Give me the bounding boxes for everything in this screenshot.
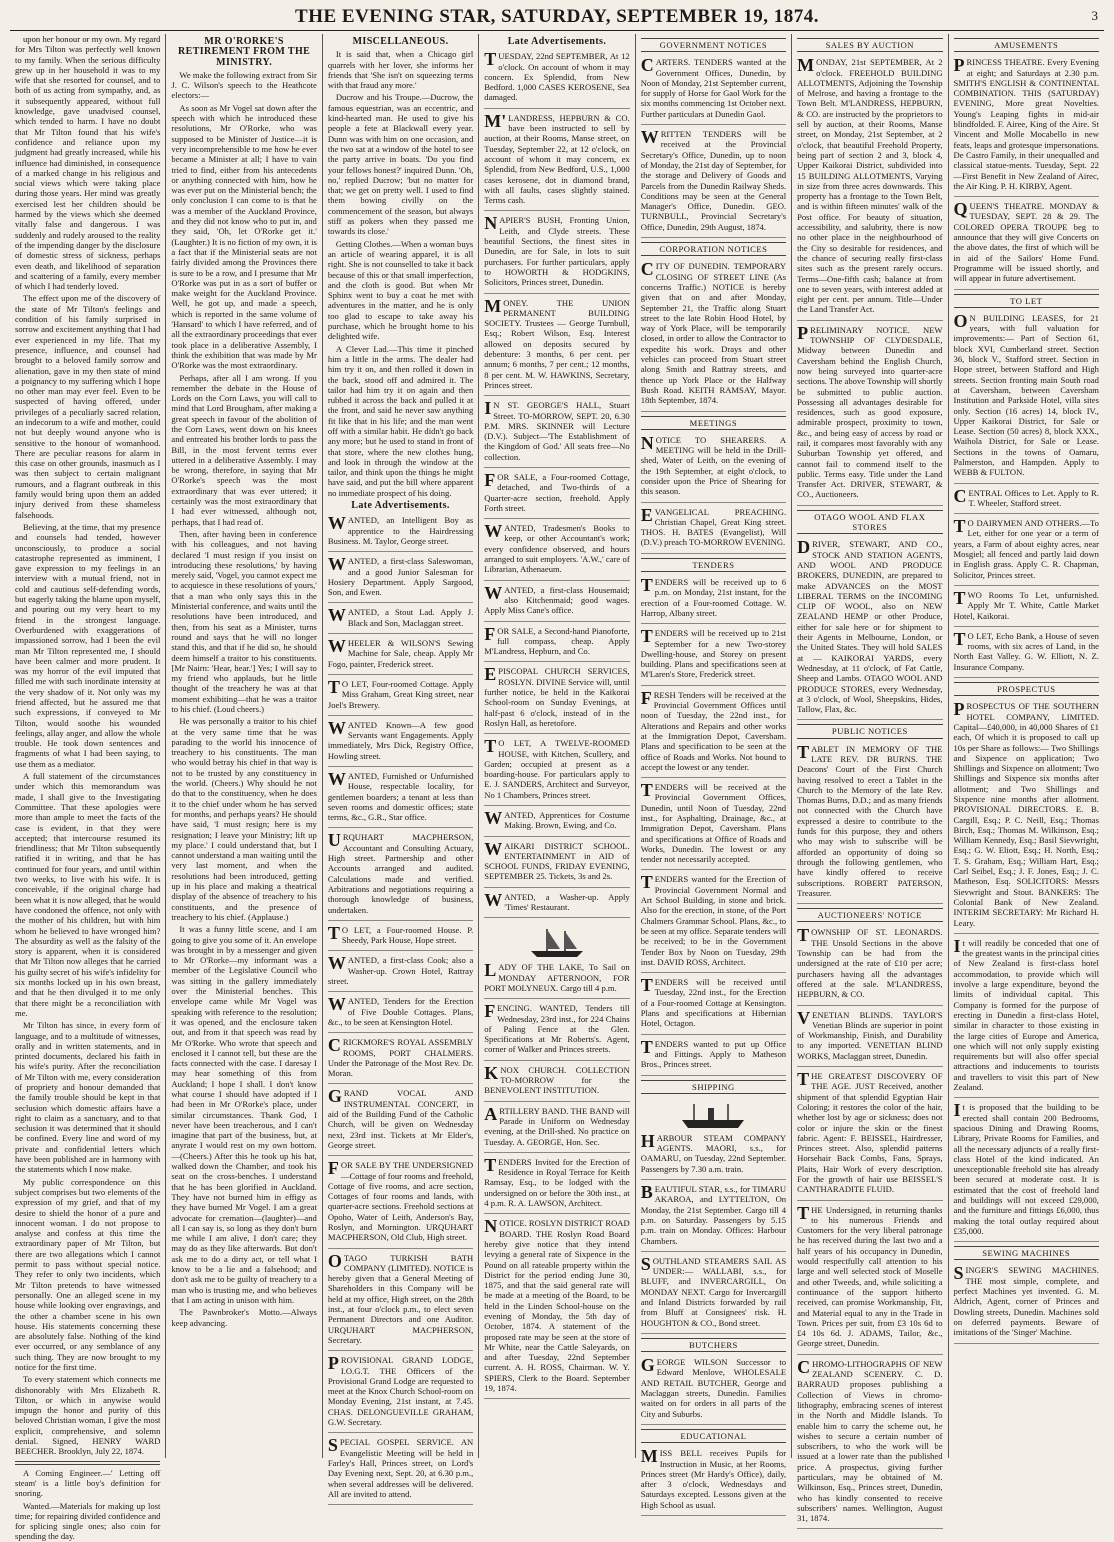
ad-text: CHROMO-LITHOGRAPHS OF NEW ZEALAND SCENERY. C. D. BARRAUD proposes publishing a Collection of Views in chromo-lithography, embracing scenes of interest in the North and Middle Islands. To enable him to carry the scheme out, he wishes to secure a certain number of subscribers, to who the work will be issued at a lower rate than the published price. A prospectus, giving further particulars, may be obtained of M. Wilkinson, Esq., Princes street, Dunedin, who has kindly consented to receive subscribers' names. Wellington, August 31, 1874. [797, 1356, 943, 1524]
advertisement [484, 1216, 629, 1399]
ad-text: SOUTHLAND STEAMERS SAIL AS UNDER:— WALLABI, s.s., for BLUFF, and INVERCARGILL, On MONDAY NEXT. Cargo for Invercargill and Inland Districts forwarded by rail from Bluff at Consignees' risk. H. HOUGHTON & CO., Bond street. [640, 1253, 787, 1328]
ad-text: OTAGO TURKISH BATH COMPANY (LIMITED). NOTICE is hereby given that a General Meeting of Shareholders in this Company will be held at my office, High street, on the 28th inst., at four o'clock p.m., to elect seven Permanent Directors and one Auditor. URQUHART MACPHERSON, Secretary. [327, 1250, 474, 1345]
article-paragraph: My public correspondence on this subject comprises but two elements of the expression of my grief, and that of my desire to shield the honor of a pure and innocent woman. I do not propose to analyse and confess at this time the extraordinary paper of Mr Tilton, but there are two allegations which I cannot permit to pass without special notice. They refer to only two incidents, which Mr Tilton pretends to have witnessed personally. One an alleged scene in my house while looking over engravings, and the other a chamber scene in his own house. His statements concerning these are absolutely false. Nothing of the kind ever occurred, or any semblance of any such thing. They are now brought to my notice for the first time. [15, 1176, 161, 1372]
advertisement [328, 953, 473, 992]
advertisement [954, 588, 1099, 627]
ad-text: ON BUILDING LEASES, for 21 years, with full valuation for improvements:— Part of Section 61, block XVI, Cumberland street. Section 36, block V., Stafford street. Section in Hope street, between Stafford and High streets. Section fronting main South road at Caversham, between Caversham Institution and Parkside Hotel, villa sites only. Section (16 acres) 14, block IV., Upper Kaikorai District, for Sale or Lease. Section (50 acres) 8, block XXX., Waihola District, for Sale or Lease. Sections in the towns of Oamaru, Palmerston, and Hampden. Apply to WEBB & FULTON. [953, 310, 1099, 478]
ad-text: WANTED, Apprentices for Costume Making. Brown, Ewing, and Co. [484, 808, 630, 831]
advertisement [954, 699, 1099, 934]
ad-text: PROVISIONAL GRAND LODGE, I.O.G.T. THE Officers of the Provisional Grand Lodge are requested to meet at the Knox Church School-room on Monday Evening, 21st instant, at 7.45. CHAS. DELONGUEVILLE GRAHAM, G.W. Secretary. [327, 1353, 474, 1428]
advertisement [328, 923, 473, 952]
section-heading: SALES BY AUCTION [797, 38, 942, 52]
column-6 [792, 34, 948, 1524]
ad-text: MISS BELL receives Pupils for Instruction in Music, at her Rooms, Princes street (Mr Hardy's Office), daily, after 3 o'clock, Wednesdays and Saturdays excepted. Lessons given at the High School as usual. [640, 1446, 787, 1510]
advertisement [641, 1355, 786, 1425]
advertisement [328, 1086, 473, 1156]
section-heading: SHIPPING [641, 1080, 786, 1094]
column-5 [636, 34, 792, 1510]
article-paragraph: To every statement which connects me dishonorably with Mrs Elizabeth R. Tilton, or which in anywise would impugn the honor and purity of this beloved Christian woman, I give the most explicit, comprehensive, and solemn denial. Signed, HENRY WARD BEECHER. Brooklyn, July 22, 1874. [15, 1374, 161, 1457]
advertisement [328, 769, 473, 828]
ad-text: IN ST. GEORGE'S HALL, Stuart Street. TO-MORROW, SEPT. 20, 6.30 P.M. MRS. SKINNER will Lecture (D.V.). Subject—'The Establishment of the Kingdom of God.' All seats free—No collection. [484, 398, 630, 462]
advertisement [328, 1353, 473, 1433]
advertisement [484, 736, 629, 806]
advertisement [328, 636, 473, 675]
advertisement [954, 1100, 1099, 1242]
ad-text: FRESH Tenders will be received at the Provincial Government Offices until noon of Tuesday, the 22nd inst., for Alterations and Repairs and other works at the Immigration Depot, Caversham. Plans and specification to be seen at the office of Roads and Works. Not bound to accept the lowest or any tender. [640, 687, 787, 772]
advertisement [797, 537, 942, 720]
article-paragraph: It was a funny little scene, and I am going to give you some of it. An envelope was brought in by a messenger and given to Mr O'Rorke—my informant was a member of the Legislative Council who was sitting in the gallery immediately over the Ministerial benches. This envelope came while Mr Vogel was speaking with reference to the resolution; it was opened, and the enclosure taken out, and from it that speech was read by Mr O'Rorke. Who wrote that speech and enclosed it I cannot tell, but these are the facts connected with the case. I daresay I may hear something of this from Auckland; I hope I shall. I don't know what course I should have adopted if I had been in Mr O'Rorke's place, under similar circumstances. Thank God, I never have been treacherous, and I can't imagine that part of the business, but, at anyrate I would rest on my own bottom.—(Cheers.) After this he took up his hat, walked down the Chamber, and took his seat on the cross-benches. I understand that he has been glorified in Auckland. They have not burned him in effigy as they have burned Mr Vogel. I am a great advocate for cremation—(laughter)—and all I can say is, so long as they don't burn me while I am alive, I don't care; they may do as they like afterwards. But don't ask me to do a dirty act, or tell what I know to be a lie and a falsehood; and don't ask me to be guilty of treachery to a man who is trusting me, and who believes that I am acting in unison with him. [171, 924, 317, 1305]
masthead: THE EVENING STAR, SATURDAY, SEPTEMBER 19, 1874. [295, 6, 819, 27]
advertisement [641, 55, 786, 125]
column-2 [166, 34, 322, 1458]
advertisement [328, 830, 473, 920]
article-paragraph: He was personally a traitor to his chief at the very same time that he was parading to the world his innocence of treachery to his constituents. The man who would betray his chief in that way is not to be trusted by any constituency in the world. (Cheers.) Why should he not do that to the constituency, when he does it to the chief under whom he has served for months, and perhaps years? He should have said, 'I must resign; here is my resignation; I leave your Ministry; lift up my place.' I could understand that, but I cannot understand a man waiting until the very last moment, and when the resolutions had been introduced, getting up in his place and making a theatrical display of the absence of treachery to his constituents, and the presence of treachery to his chief. (Applause.) [171, 716, 317, 922]
advertisement [797, 1357, 942, 1530]
advertisement [484, 920, 629, 999]
advertisement [641, 505, 786, 554]
column-3 [323, 34, 479, 1499]
ad-text: THE Undersigned, in returning thanks to his numerous Friends and Customers for the very liberal patronage he has received during the last two and a half years of his occupancy in Dunedin, would respectfully call attention to his large and well selected stock of Moselle and other Tweeds, and, while soliciting a continuance of the support hitherto received, can promise Workmanship, Fit, and Material equal to any in the Trade in Town. Prices per suit, from £3 10s 6d to £4 10s 6d. J. ADAMS, Tailor, &c., George street, Dunedin. [797, 1202, 943, 1349]
advertisement [641, 780, 786, 870]
misc-paragraph: It is said that, when a Chicago girl quarrels with her lover, she informs her friends that 'She isn't on squeezing terms with that fraud any more.' [327, 49, 474, 91]
ad-text: PRELIMINARY NOTICE. NEW TOWNSHIP OF CLYDESDALE, Midway between Dunedin and Caversham behind the English Church, now being surveyed into quarter-acre sections. The above Township will shortly be submitted to public auction. Possessing all advantages desirable for residences, such as good exposure, admirable prospect, proximity to town, &c., and being easy of access by road or rail, it compares most favorably with any Suburban Township yet offered, and cannot fail to commend itself to the public. Terms easy. Title under the Land Transfer Act. DRIVER, STEWART, & CO., Auctioneers. [797, 322, 943, 500]
ad-text: FOR SALE, a Four-roomed Cottage, detached, and Two-thirds of a Quarter-acre section, freehold. Apply Forth street. [484, 469, 630, 513]
divider-rule [15, 1461, 160, 1465]
ad-text: CARTERS. TENDERS wanted at the Government Offices, Dunedin, by Noon of Monday, 21st September current, for supply of Horse for Gaol Work for the six months commencing 1st October next. Further particulars at Dunedin Gaol. [640, 55, 787, 119]
advertisement [641, 433, 786, 503]
ad-text: VENETIAN BLINDS. TAYLOR'S Venetian Blinds are superior in point of Workmanship, Finish, and Durability to any imported. VENETIAN BLIND WORKS, Maclaggan street, Dunedin. [797, 1007, 943, 1061]
advertisement [328, 1435, 473, 1505]
advertisement [484, 664, 629, 734]
ad-text: FOR SALE BY THE UNDERSIGNED—Cottage of four rooms and freehold, Cottage of five rooms, and acre section, Cottages of four rooms and lands, with quarter-acre sections. Freehold sections at Opoho, Water of Leith, Anderson's Bay, Roslyn, and Mornington. URQUHART MACPHERSON, Old Club, High street. [327, 1158, 474, 1243]
column-7 [949, 34, 1104, 1458]
advertisement [484, 521, 629, 580]
ad-text: TWO Rooms To Let, unfurnished. Apply Mr T. White, Cattle Market Hotel, Kaikorai. [953, 587, 1099, 621]
advertisement [954, 55, 1099, 197]
advertisement [954, 936, 1099, 1098]
advertisement [484, 1104, 629, 1153]
ad-text: EVANGELICAL PREACHING. Christian Chapel, Great King street. THOS. H. BATES (Evangelist), Will (D.V.) preach TO-MORROW EVENING. [640, 504, 787, 548]
section-heading: MISCELLANEOUS. [352, 36, 449, 47]
ad-text: TOWNSHIP OF ST. LEONARDS. THE Unsold Sections in the above Township can be had from the undersigned at the rate of £10 per acre; purchasers having all the advantages offered at the sale. M'LANDRESS, HEPBURN, & CO. [797, 925, 943, 1000]
section-heading: AMUSEMENTS [954, 38, 1099, 52]
ad-text: WANTED, an Intelligent Boy as apprentice to the Hairdressing Business. M. Taylor, George street. [327, 513, 474, 546]
ad-text: TO LET, Echo Bank, a House of seven rooms, with six acres of Land, in the North East Valley. G. W. Elliott, N. Z. Insurance Company. [953, 628, 1099, 672]
ad-text: NOTICE. ROSLYN DISTRICT ROAD BOARD. THE Roslyn Road Board hereby give notice that they intend levying a general rate of Sixpence in the Pound on all rateable property within the District for the period ending June 30, 1875, and that the said general rate will be made at a meeting of the Board, to be held in the Linden School-house on the evening of Monday, the 5th day of October, 1874. A statement of the proposed rate may be seen at the store of Mr White, near the Cattle Saleyards, on and after Tuesday, 22nd September current. A. H. ROSS, Chairman. W. Y. SPIERS, Clerk to the Board. September 19, 1874. [484, 1216, 630, 1394]
advertisement [641, 975, 786, 1034]
advertisement [797, 1203, 942, 1355]
ad-text: TO LET, Four-roomed Cottage. Apply Miss Graham, Great King street, near Joel's Brewery. [327, 676, 474, 710]
advertisement [641, 872, 786, 973]
ad-text: DRIVER, STEWART, AND CO., STOCK AND STATION AGENTS, AND WOOL AND PRODUCE BROKERS, DUNEDIN, are prepared to make ADVANCES on the MOST LIBERAL TERMS on the INCOMING CLIP OF WOOL, also on NEW ZEALAND HEMP or other Produce, either for sale here or for shipment to their Agents in Melbourne, London, or the United States. They will hold SALES at — KAIKORAI YARDS, every Wednesday, at 11 o'clock, of Fat Cattle, Sheep and Lambs. OTAGO WOOL AND PRODUCE STORES, every Wednesday, at 3 o'clock, of Wool, Sheepskins, Hides, Tallow, Flax, &c. [797, 537, 943, 715]
ad-text: EPISCOPAL CHURCH SERVICES, ROSLYN. DIVINE Service will, until further notice, be held in the Kaikorai School-room on Sunday Evenings, at half-past 6 o'clock, instead of in the Roslyn Hall, as heretofore. [484, 664, 630, 728]
ad-text: BEAUTIFUL STAR, s.s., for TIMARU AKAROA, and LYTTELTON, On Monday, the 21st September. Cargo till 4 p.m. on Saturday. Passengers by 5.15 p.m. train on Monday. Offices: Harbour Chambers. [640, 1182, 787, 1246]
advertisement [484, 839, 629, 888]
section-heading: CORPORATION NOTICES [641, 242, 786, 256]
section-heading: BUTCHERS [641, 1338, 786, 1352]
ad-text: TENDERS will be received up to 21st September for a new Two-storey Dwelling-house, and Storey on present building. Plans and specifications seen at M'Laren's Store, Frederick street. [640, 626, 787, 680]
section-heading: Late Advertisements. [351, 500, 450, 512]
closing-note: The Pawnbroker's Motto.—Always keep advancing. [171, 1307, 317, 1328]
ad-text: WHEELER & WILSON'S Sewing Machine for Sale, cheap. Apply Mr Fogo, painter, Frederick street. [327, 636, 474, 669]
section-heading: AUCTIONEERS' NOTICE [797, 908, 942, 922]
ad-text: WAIKARI DISTRICT SCHOOL. ENTERTAINMENT in AID of SCHOOL FUNDS, FRIDAY EVENING, SEPTEMBER 25. Tickets, 3s and 2s. [484, 838, 630, 882]
ad-text: URQUHART MACPHERSON, Accountant and Consulting Actuary, High street. Partnership and other Accounts arranged and audited. Calculations made and verified. Arbitrations and negotiations requiring a thorough knowledge of business, undertaken. [327, 830, 474, 915]
advertisement [484, 1063, 629, 1102]
ad-text: TENDERS Invited for the Erection of Residence in Royal Terrace for Keith Ramsay, Esq., to be lodged with the undersigned on or before the 30th inst., at 4 p.m. R. A. LAWSON, Architect. [484, 1154, 630, 1209]
advertisement [484, 583, 629, 622]
ad-text: TO DAIRYMEN AND OTHERS.—To Let, either for one year or a term of years, a Farm of about eighty acres, near Mosgiel; all fenced and partly laid down in English grass. Apply C. R. Chapman, Solicitor, Princes street. [953, 516, 1099, 580]
advertisement [641, 688, 786, 778]
column-4 [479, 34, 635, 1458]
advertisement [484, 808, 629, 837]
ad-text: M'LANDRESS, HEPBURN & CO. have been instructed to sell by auction, at their Rooms, Manse street, on Tuesday, September 22, at 12 o'clock, on account of whom it may concern, ex Splendid, from New Bedford, U.S., 1,000 cases kerosene, dot in diamond brand, with all faults, cases slightly stained. Terms cash. [484, 110, 630, 206]
ad-text: NOTICE TO SHEARERS. A MEETING will be held in the Drill-shed, Water of Leith, on the evening of the 19th September, at eight o'clock, to consider upon the Price of Shearing for this season. [640, 432, 787, 497]
advertisement [954, 629, 1099, 678]
advertisement [328, 1035, 473, 1084]
ad-text: TENDERS will be received until Tuesday, 22nd inst., for the Erection of a Four-roomed Cottage at Kensington. Plans and specifications at Hibernian Hotel, Octagon. [640, 975, 787, 1029]
advertisement [641, 1037, 786, 1076]
advertisement [641, 127, 786, 238]
ad-text: KNOX CHURCH. COLLECTION TO-MORROW for the BENEVOLENT INSTITUTION. [484, 1062, 630, 1096]
advertisement [641, 259, 786, 411]
column-1 [10, 34, 166, 1542]
section-heading: SEWING MACHINES [954, 1246, 1099, 1260]
article-paragraph: upon her honour or my own. My regard for Mrs Tilton was perfectly well known to my family. When the serious difficulty grew up in her household it was to my wife that she resorted for counsel, and to both of us acting from sympathy, and, as it subsequently appeared, without full knowledge, gave unadvised counsel, which tended to harm. I have no doubt that Mr Tilton found that his wife's confidence and reliance upon my judgment had greatly increased, while his influence had diminished, in consequence of a marked change in his religious and social views which were taking place during those years. Her mind was greatly exercised lest her children should be harmed by the views which she deemed vitally false and dangerous. I was suddenly and rudely aroused to the reality of the impending danger by the disclosure of domestic stress of sickness, perhaps even death, and likelihood of separation and scattering of a family, every member of which I had tenderly loved. [15, 34, 161, 292]
ad-text: HARBOUR STEAM COMPANY AGENTS. MAORI, s.s., for OAMARU, on Tuesday, 22nd September. Passengers by 7.30 a.m. train. [640, 1130, 787, 1174]
article-paragraph: We make the following extract from Sir J. C. Wilson's speech to the Heathcote electors:— [171, 69, 317, 101]
advertisement [641, 1446, 786, 1516]
ad-text: TENDERS will be received up to 6 p.m. on Monday, 21st instant, for the erection of a Four-roomed Cottage. W. Harrop, Albany street. [640, 575, 787, 618]
ad-text: WANTED, Furnished or Unfurnished House, respectable locality, for gentlemen boarders; a tenant at less than seven rooms and domestic offices; state terms, &c., G.R., Star office. [327, 769, 474, 823]
advertisement [954, 516, 1099, 586]
advertisement [484, 296, 629, 397]
ad-text: NAPIER'S BUSH, Fronting Union, Leith, and Clyde streets. These beautiful Sections, the finest sites in Dunedin, are for Sale, in lots to suit purchasers. For further particulars, apply to HOWORTH & HODGKINS, Solicitors, Princes street, Dunedin. [484, 213, 630, 288]
advertisement [328, 554, 473, 603]
ad-text: CENTRAL Offices to Let. Apply to R. T. Wheeler, Stafford street. [953, 485, 1099, 508]
advertisement [484, 111, 629, 212]
misc-paragraph: Getting Clothes.—When a woman buys an article of wearing apparel, it is all right. She is not counselled to take it back because of this or that small imperfection, and the cloth is good. But when Mr Sphinx went to buy a coat he met with adventures in the matter, and he is only too glad to escape to take away his purchase, which he brought home to his delighted wife. [327, 238, 474, 342]
section-heading: OTAGO WOOL AND FLAX STORES [797, 510, 942, 535]
advertisement [484, 213, 629, 293]
section-heading: PUBLIC NOTICES [797, 724, 942, 738]
article-paragraph: As soon as Mr Vogel sat down after the speech with which he introduced these resolutions, Mr O'Rorke, who was supposed to be Minister of Justice—it is very incomprehensible to me how he ever became a Minister at all; I have to vain tried to find, either from his antecedents or anything connected with him, how he was ever put on the Ministerial bench; the only conclusion I can come to is that he was a member of the Auckland Province, and they did not know who to put in, and they said, 'Oh, let O'Rorke get it.' (Laughter.) It is no fiction of my own, it is a fact that if the Ministerial seats are not fairly divided among the Provinces there is sure to be a row, and I presume that Mr O'Rorke was put in as a sort of buffer or make weight for the Auckland Province. Well, he got up, and made a speech, which is reported in the same volume of 'Hansard' to which I have referred, and of all the extraordinary proceedings that ever took place in a deliberative Assembly, I think the exhibition that was made by Mr O'Rorke was the most extraordinary. [171, 102, 317, 371]
advertisement [484, 624, 629, 663]
ad-text: WANTED, a Stout Lad. Apply J. Black and Son, Maclaggan street. [327, 605, 474, 628]
ad-text: It will readily be conceded that one of the greatest wants in the principal cities of New Zealand is first-class hotel accommodation, to provide which will involve a large expenditure, beyond the limits of individual capital. This Company is formed for the purpose of erecting in Dunedin a first-class Hotel, similar in character to those existing in the large cities of Europe and America, one which will not only supply existing requirements but will also offer special attractions and inducements to tourists and travellers to visit this part of New Zealand. [953, 935, 1099, 1093]
masthead-rule [10, 30, 1104, 31]
section-heading: TENDERS [641, 558, 786, 572]
steamship-icon [678, 1102, 748, 1130]
newspaper-columns [10, 34, 1104, 1542]
advertisement [328, 718, 473, 767]
advertisement [797, 925, 942, 1005]
section-heading: PROSPECTUS [954, 682, 1099, 696]
advertisement [954, 311, 1099, 484]
article-paragraph: The effect upon me of the discovery of the state of Mr Tilton's feelings and condition of his family surprised in sorrow and excitement anything that I had ever experienced in my life. That my presence, influence, and counsel had brought to a beloved family sorrow and alienation, gave in my then state of mind a poignancy to my suffering which I hope no other man may ever feel. Even to be suspected of having offered, under privileges of a peculiarly sacred relation, an indecorum to a wife and mother, could not but deeply wound anyone who is sensitive to the honour of womanhood. There are peculiar reasons for alarm in this case on other grounds, inasmuch as I was then subject to certain malignant rumours, and a flagrant outbreak in this family would bring upon them an added injury derived from these shameless falsehoods. [15, 293, 161, 520]
ad-text: PRINCESS THEATRE. Every Evening at eight; and Saturdays at 2.30 p.m. SMITH'S ENGLISH & CONTINENTAL COMBINATION. THIS (SATURDAY) EVENING, More great Novelties. Young's Leaping fights in mid-air blindfolded. F. Airee, King of the Aire. St Vincent and Molle Mocabello in new feats, leaps and grotesque impersonations. De Castro Family, in their unequalled and classical statue-ments. Tuesday, Sept. 22—First Benefit in New Zealand of Airec, the Air King. P. H. KIRBY, Agent. [953, 55, 1099, 191]
advertisement [641, 1182, 786, 1252]
ad-text: MONDAY, 21st SEPTEMBER, At 2 o'clock. FREEHOLD BUILDING ALLOTMENTS, Adjoining the Township of Melrose, and having a frontage to the Town Belt. M'LANDRESS, HEPBURN, & CO. are instructed by the proprietors to sell by auction, at their Rooms, Manse street, on Monday, 21st September, at 2 o'clock, that beautiful Freehold Property, being part of section 2 and 3, block 4, Upper Kaikorai District, subdivided into 15 BUILDING ALLOTMENTS, Varying in size from three acres downwards. This property has a frontage to the Town Belt, and is within fifteen minutes' walk of the Post office. For beauty of situation, accessibility, and salubrity, there is now no other place in the neighbourhood of the City so desirable for residences, and the chance of securing really first-class sites such as the present rarely occurs. Terms—One-fifth cash; balance at from one to seven years, with interest added at eight per cent. per annum. Title—Under the Land Transfer Act. [797, 55, 943, 315]
advertisement [954, 1263, 1099, 1343]
ad-text: WANTED, a Washer-up. Apply 'Times' Restaurant. [484, 889, 630, 913]
ad-text: WANTED, a first-class Saleswoman, and a good Junior Salesman for Hosiery Department. Apply Sargood, Son, and Ewen. [327, 554, 474, 598]
advertisement [328, 994, 473, 1033]
ad-text: GEORGE WILSON Successor to Edward Menlove, WHOLESALE AND RETAIL BUTCHER, George and Maclaggan streets, Dunedin. Families waited on for orders in all parts of the City and Suburbs. [640, 1355, 787, 1419]
advertisement [954, 199, 1099, 289]
ad-text: WRITTEN TENDERS will be received at the Provincial Secretary's Office, Dunedin, up to noon of Monday, the 21st day of September, for the storage and Delivery of Goods and Parcels from the Dunedin Railway Sheds. Conditions may be seen at the General Manager's Office, Dunedin. GEO. TURNBULL, Provincial Secretary's Office, Dunedin, 29th August, 1874. [640, 127, 787, 232]
sailing-ship-icon [527, 925, 587, 959]
advertisement [484, 49, 629, 108]
ad-text: THE GREATEST DISCOVERY OF THE AGE. JUST Received, another shipment of that splendid Egyptian Hair Coloring; it restores the color of the hair, whether lost by age or sickness; does not color or injure the skin or the finest fabric. Agent: F. BEISSEL, Hairdresser, Princes street. Also, splendid patterns Horsehair Back Combs, Fans, Sprays, Plaits, Hair Work of every description. For the growth of hair use BEISSEL'S CANTHARADITE FLUID. [797, 1069, 943, 1195]
ad-text: MONEY. THE UNION PERMANENT BUILDING SOCIETY. Trustees — George Turnbull, Esq.; Robert Wilson, Esq. Interest allowed on deposits secured by debenture: 3 months, 6 per cent. per annum; 6 months, 7 per cent.; 12 months, 8 per cent. M. W. HAWKINS, Secretary, Princes street. [484, 295, 630, 390]
ad-text: TENDERS wanted to put up Office and Fittings. Apply to Matheson Bros., Princes street. [640, 1036, 787, 1070]
misc-paragraph: A Clever Lad.—This time it pinched him a little in the arms. The dealer had him try it on, and then rolled it down in the back, stood off and admired it. The tailor had him try it on again and then rubbed it across the back and pulled it at the front, and said he never saw anything fit like that in his life; and the man went off with a similar habit. He didn't go back any more; but he used to stand in front of that store, where the new clothes hung, and look in through the window at the tailor, and think upon the things he might have said, and put the bill where apparent no immediate prospect of his doing. [327, 343, 474, 498]
advertisement [641, 575, 786, 624]
ad-text: SPECIAL GOSPEL SERVICE. AN Evangelistic Meeting will be held in Farley's Hall, Princes street, on Lord's Day Evening next, Sept. 20, at 6.30 p.m., when several addresses will be delivered. All are invited to attend. [327, 1435, 474, 1499]
ad-text: TENDERS wanted for the Erection of Provincial Government Normal and Art School Building, in stone and brick. Also for the erection, in stone, of the Port Chalmers Grammar School. Plans, &c., to be seen at my office. Separate tenders will be received; to be in the Government Tender Box by Noon on Tuesday, 29th inst. DAVID ROSS, Architect. [640, 872, 787, 967]
ad-text: FENCING. WANTED, Tenders till Wednesday, 23rd inst., for 224 Chains of Paling Fence at the Glen. Specifications at Mr Roberts's. Agent, corner of Walker and Princes streets. [484, 1001, 630, 1055]
advertisement [797, 323, 942, 506]
advertisement [641, 1097, 786, 1180]
advertisement [328, 605, 473, 634]
article-title: MR O'RORKE'S RETIREMENT FROM THE MINISTRY. [178, 36, 311, 68]
advertisement [797, 742, 942, 904]
advertisement [484, 398, 629, 468]
advertisement [797, 1008, 942, 1067]
ad-text: PROSPECTUS OF THE SOUTHERN HOTEL COMPANY, LIMITED. Capital—£40,000, in 40,000 Shares of £1 each, Of which it is proposed to call up 10s per Share as follows:— Two Shillings and Sixpence on application; Two Shillings and Sixpence on allotment; Two Shillings and Sixpence six months after allotment; and Two Shillings and Sixpence nine months after allotment. PROVISIONAL DIRECTORS. E. B. Cargill, Esq.; P. C. Neill, Esq.; Thomas Birch, Esq.; Thomas M. Wilkinson, Esq.; William Kennedy, Esq.; Basil Sievwright, Esq.; G. W. Eliott, Esq.; H. North, Esq.; T. S. Graham, Esq.; William Hart, Esq.; Carl Seibel, Esq.; J. F. Jones, Esq.; J. C. Matheson, Esq. SOLICITORS: Messrs Sievwright and Stout. BANKERS: The Colonial Bank of New Zealand. INTERIM SECRETARY: Mr Richard H. Leary. [953, 699, 1099, 928]
ad-text: TUESDAY, 22nd SEPTEMBER, At 12 o'clock. On account of whom it may concern. Ex Splendid, from New Bedford. 1,000 CASES KEROSENE, Sea damaged. [484, 49, 630, 103]
section-heading: MEETINGS [641, 416, 786, 430]
article-paragraph: Then, after having been in conference with his colleagues, and not having declared 'I must resign if you insist on introducing these resolutions,' by having merely said, 'Vogel, you cannot expect me to acquiesce in these resolutions of yours,' that a man who only says this in the Ministerial conference, and waits until the resolutions have been introduced, and then, from his seat as a Minister, turns round and says that he will no longer stand this, and that if he did so, he should deem himself a traitor to his constituents. [Mr Nairn: 'Hear, hear.'] Yes; I will say to my friend who applauds, but he little thought of the treachery he was at that moment exhibiting—that he was a traitor to his chief. (Loud cheers.) [171, 528, 317, 714]
page-number: 3 [1091, 8, 1098, 23]
advertisement [797, 55, 942, 320]
section-heading: GOVERNMENT NOTICES [641, 38, 786, 52]
advertisement [328, 677, 473, 716]
advertisement [484, 470, 629, 519]
ad-text: LADY OF THE LAKE, To Sail on MONDAY AFTERNOON, FOR PORT MOLYNEUX. Cargo till 4 p.m. [484, 960, 630, 993]
article-paragraph: Perhaps, after all I am wrong. If you remember the debate in the House of Lords on the Corn Laws, you will call to mind that Lord Brougham, after making a great speech in favour of the abolition of the Corn Laws, went down on his knees and entreated his brother lords to pass the Bill, in the most fervent terms ever uttered in a deliberative Assembly. I may be wrong, therefore, in saying that Mr O'Rorke's speech was the most extraordinary that was ever uttered; it certainly was the most extraordinary that I had ever witnessed, although not, perhaps, that I had read of. [171, 372, 317, 527]
ad-text: QUEEN'S THEATRE. MONDAY & TUESDAY, SEPT. 28 & 29. The COLORED OPERA TROUPE beg to announce that they will give Concerts on the above dates, the first of which will be in aid of the Sailors' Home Fund. Programme will be issued shortly, and will appear in future advertisement. [953, 199, 1099, 284]
ad-text: WANTED, a first-class Housemaid; also Kitchenmaid; good wages. Apply Miss Cane's office. [484, 582, 630, 616]
advertisement [484, 1001, 629, 1060]
ad-text: It is proposed that the building to be erected shall contain 200 Bedrooms, spacious Dining and Drawing Rooms, Library, Private Rooms for Families, and all the necessary adjuncts of a really first-class Hotel of the kind indicated. An unexceptionable freehold site has already been secured at moderate cost. It is estimated that the cost of freehold land and buildings will not exceed £29,000, and the furniture and fittings £6,000, thus making the total outlay required about £35,000. [953, 1100, 1099, 1236]
section-heading: TO LET [954, 294, 1099, 308]
section-heading: Late Advertisements. [507, 36, 607, 47]
ad-text: CRICKMORE'S ROYAL ASSEMBLY ROOMS, PORT CHALMERS. Under the Patronage of the Most Rev. Dr. Moran. [327, 1035, 474, 1079]
advertisement [328, 1251, 473, 1352]
misc-paragraph: Ducrow and his Troupe.—Ducrow, the famous equestrian, was an eccentric, and kind-hearted man. He used to give his people a fete at Blackwall every year. Dunn was with him on one occasion, and the two sat at a window of the hotel to see the party arrive in boats. 'Do you find your fellows honest?' inquired Dunn. 'Oh, no,' replied Ducrow; 'but no matter for that; we get on pretty well. I used to find them bowing civilly on the commencement of the season, but always stiff as pokers when they passed me towards its close.' [327, 92, 474, 237]
article-paragraph: A full statement of the circumstances under which this memorandum was made, I shall give to the Investigating Committee. That these apologies were more than ample to meet the facts of the case is evident, in that they were accepted; that intercourse resumed its friendliness; that Mr Tilton subsequently ratified it in writing, and that he has continued for four years, and until within two weeks, to live with his wife. It is conceivable, if the original charge had been what it is now alleged, that he would have condoned the offence, not only with the mother of his children, but with him whom he believed to have wronged him? The absurdity as well as the falsity of the story is apparent, when it is considered that Mr Tilton now alleges that he carried his guilty secret of his wife's infidelity for six months locked up in his own breast, and that he then divulged it to me only that there might be a reconciliation with me. [15, 771, 161, 1018]
ad-text: TABLET IN MEMORY OF THE LATE REV. DR BURNS. THE Deacons' Court of the First Church having resolved to erect a Tablet in the Church to the Memory of the late Rev. Thomas Burns, D.D.; and as many friends not connected with the Church have expressed a desire to contribute to the funds for this purpose, they and others who may wish to subscribe will be afforded an opportunity of doing so through the following gentlemen, who have kindly offered to receive subscriptions. ROBERT PATERSON, Treasurer. [797, 741, 943, 898]
advertisement [484, 1155, 629, 1214]
ad-text: SINGER'S SEWING MACHINES. THE most simple, complete, and perfect Machines yet invented. G. M. Aldrich, Agent, corner of Princes and Dowling streets, Dunedin. Machines sold on deferred payments. Beware of imitations of the 'Singer' Machine. [953, 1263, 1099, 1338]
article-paragraph: Mr Tilton has since, in every form of language, and to a multitude of witnesses, orally and in written statements, and in printed documents, declared his faith in his wife's purity. After the reconciliation of Mr Tilton with me, every consideration of propriety and honour demanded that the family trouble should be kept in that seclusion which domestic affairs have a right to claim as a sanctuary, and to that seclusion it was determined that it should be confined. Every line and word of my private and confidential letters which have been published are in harmony with the statements which I now make. [15, 1020, 161, 1175]
ad-text: FOR SALE, a Second-hand Pianoforte, full compass, cheap. Apply M'Landress, Hepburn, and Co. [484, 623, 630, 657]
ad-text: WANTED, a first-class Cook; also a Washer-up. Crown Hotel, Rattray street. [327, 953, 474, 987]
ad-text: TO LET, A TWELVE-ROOMED HOUSE, with Kitchen, Scullery, and Garden; occupied at present as a boarding-house. For particulars apply to E. J. SANDERS, Architect and Surveyor, No 1 Chambers, Princes street. [484, 736, 630, 800]
ad-text: WANTED, Tradesmen's Books to keep, or other Accountant's work; every confidence observed, and hours arranged to suit employers. 'A.W.,' care of Librarian, Athenaeum. [484, 521, 630, 575]
paragraph-item: Wanted.—Materials for making up lost time; for repairing divided confidence and for splicing single ones; also coin for spending the day. [15, 1500, 161, 1542]
ad-text: WANTED, Tenders for the Erection of Five Double Cottages. Plans, &c., to be seen at Kensington Hotel. [327, 994, 474, 1027]
advertisement [484, 890, 629, 919]
ad-text: WANTED Known—A few good Servants want Engagements. Apply immediately, Mrs Dick, Registry Office, Howling street. [327, 717, 474, 761]
article-paragraph: Believing, at the time, that my presence and counsels had tended, however unconsciously, to produce a social catastrophe represented as imminent, I gave expression to my feelings in an interview with a mutual friend, not in cold and cautious self-defending words, but eagerly taking the blame upon myself, and pouring out my very heart to my friend in the strongest language. Overburdened with exaggerations of impassioned sorrow, had I been the evil man Mr Tilton represented me, I should have been calmer and more prudent. It was my horror of the evil imputed that filled me with such inordinate intensity at the very shadow of it. Not only was my friend affected, but he assured me that such expressions, if conveyed to Mr Tilton, would soothe his wounded feelings, allay anger, and allow the whole trouble. He took down sentences and fragments of what I had been saying, to use them as a mediator. [15, 521, 161, 769]
ad-text: TO LET, a Four-roomed House. P. Sheedy, Park House, Hope street. [327, 922, 474, 946]
paragraph-item: A Coming Engineer.—' Letting off steam' is a little boy's definition for snoring. [15, 1467, 161, 1499]
advertisement [328, 513, 473, 552]
ad-text: TENDERS will be received at the Provincial Government Offices, Dunedin, until Noon of Tuesday, 22nd inst., for Asphalting, Drainage, &c., at Immigration Depot, Caversham. Plans and specifications at Office of Roads and Works, Dunedin. The lowest or any tender not necessarily accepted. [640, 780, 787, 865]
section-heading: EDUCATIONAL [641, 1429, 786, 1443]
advertisement [641, 626, 786, 685]
advertisement [797, 1069, 942, 1201]
ad-text: GRAND VOCAL AND INSTRUMENTAL CONCERT, in aid of the Building Fund of the Catholic Church, will be given on Wednesday next, 23rd inst. Tickets at Mr Elder's, George street. [327, 1086, 474, 1150]
advertisement [641, 1254, 786, 1334]
advertisement [954, 486, 1099, 515]
advertisement [328, 1158, 473, 1248]
ad-text: ARTILLERY BAND. THE BAND will Parade in Uniform on Wednesday evening, at the Drill-shed. No practice on Tuesday. A. GEORGE, Hon. Sec. [484, 1103, 630, 1147]
ad-text: CITY OF DUNEDIN. TEMPORARY CLOSING OF STREET LINE (As concerns Traffic.) NOTICE is hereby given that on and after Monday, September 21, the Traffic along Stuart street to the late Robin Hood Hotel, by way of York Place, will be temporarily closed, in order to allow the Contractor to expedite his work. Drays and other vehicles can proceed from Stuart street along Smith and Rattray streets, and thence up York Place or the Halfway Bush Road. KEITH RAMSAY, Mayor. 18th September, 1874. [640, 259, 787, 406]
